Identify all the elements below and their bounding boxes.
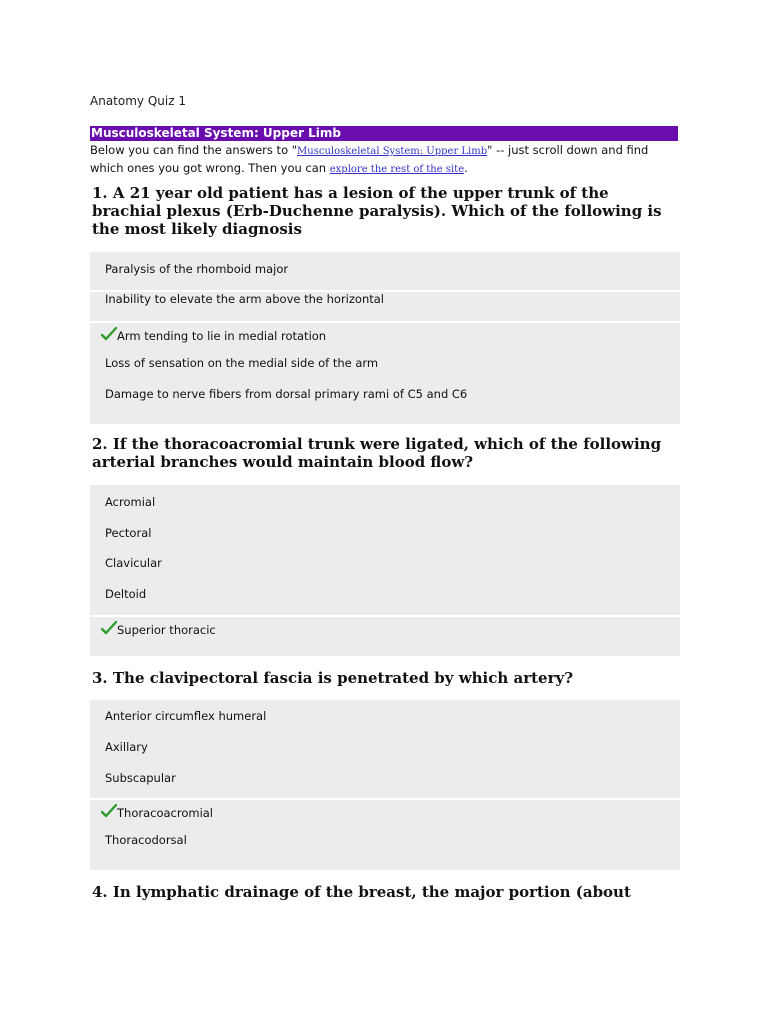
question-4-text: 4. In lymphatic drainage of the breast, the major portion (about — [92, 883, 631, 901]
topic-link[interactable]: Musculoskeletal System: Upper Limb — [297, 146, 488, 157]
answer-option-correct[interactable] — [90, 617, 680, 656]
explore-site-link[interactable]: explore the rest of the site — [329, 164, 465, 175]
answer-label: Paralysis of the rhomboid major — [105, 262, 289, 276]
answer-label: Damage to nerve fibers from dorsal primary rami of C5 and C6 — [105, 387, 468, 401]
answer-label: Inability to elevate the arm above the horizontal — [105, 292, 384, 306]
topic-header-bar: Musculoskeletal System: Upper Limb — [90, 126, 678, 141]
intro-text-part3: . — [464, 161, 468, 175]
answer-label: Clavicular — [105, 556, 162, 570]
answer-label: Loss of sensation on the medial side of the arm — [105, 356, 379, 370]
answer-label: Deltoid — [105, 587, 147, 601]
answer-option-correct[interactable] — [90, 800, 680, 870]
question-2-text: 2. If the thoracoacromial trunk were ligated, which of the following arterial branches would maintain blood flow? — [92, 435, 662, 471]
checkmark-icon — [101, 804, 117, 818]
answer-label: Pectoral — [105, 526, 152, 540]
answer-label: Subscapular — [105, 771, 176, 785]
intro-text-part1: Below you can find the answers to " — [90, 143, 298, 157]
answer-label: Acromial — [105, 495, 156, 509]
checkmark-icon — [101, 327, 117, 341]
answer-option[interactable] — [90, 252, 680, 290]
question-3-text: 3. The clavipectoral fascia is penetrated by which artery? — [92, 669, 573, 687]
answer-label: Superior thoracic — [117, 623, 216, 637]
answer-option[interactable] — [90, 700, 680, 798]
answer-label: Axillary — [105, 740, 148, 754]
intro-text — [90, 142, 680, 178]
checkmark-icon — [101, 621, 117, 635]
answer-option[interactable] — [90, 485, 680, 615]
answer-label: Anterior circumflex humeral — [105, 709, 267, 723]
answer-option-correct[interactable] — [90, 323, 680, 424]
intro-text-part2: " -- just scroll down and find which ones you got wrong. Then you can — [90, 143, 649, 175]
answer-option[interactable] — [90, 292, 680, 321]
answer-label: Thoracoacromial — [117, 806, 214, 820]
question-1-text: 1. A 21 year old patient has a lesion of the upper trunk of the brachial plexus (Erb-Duchenne paralysis). Which of the following is the most likely diagnosis — [92, 184, 662, 238]
answer-label: Thoracodorsal — [105, 833, 187, 847]
page-title: Anatomy Quiz 1 — [90, 94, 186, 108]
answer-label: Arm tending to lie in medial rotation — [117, 329, 327, 343]
